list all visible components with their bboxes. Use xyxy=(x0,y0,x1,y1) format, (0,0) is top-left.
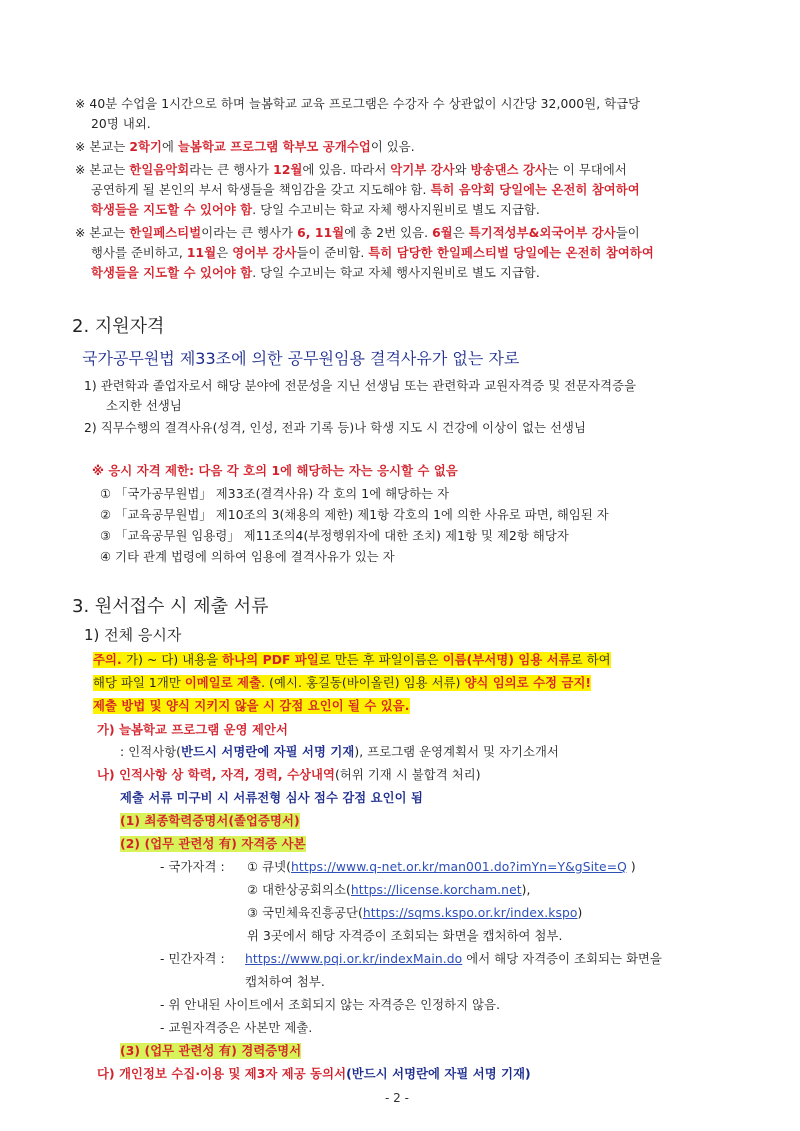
text-segment: 반드시 서명란에 자필 서명 기재 xyxy=(181,745,355,759)
national-label: - 국가자격 : xyxy=(160,860,225,874)
section-2-item-1-line-1 xyxy=(84,378,636,394)
notice-line-2 xyxy=(93,675,591,691)
page-number: - 2 - xyxy=(385,1091,409,1105)
note-3-line-2 xyxy=(91,182,640,198)
section-2-title: 2. 지원자격 xyxy=(72,316,165,337)
item-na-title xyxy=(97,767,481,783)
section-3-title: 3. 원서접수 시 제출 서류 xyxy=(72,596,269,617)
korcham-link[interactable]: https://license.korcham.net xyxy=(350,883,522,897)
private-label: - 민간자격 : xyxy=(160,952,225,966)
text-segment: 은 xyxy=(452,226,469,240)
text-segment: 가) ~ 다) 내용을 xyxy=(126,653,223,667)
text-segment: 로 만든 후 파일이름은 xyxy=(318,653,443,667)
text-segment: : 인적사항( xyxy=(120,745,182,759)
text-segment: ※ 40분 수업을 1시간으로 하며 늘봄학교 교육 프로그램은 수강자 수 상관없이 시간당 32,000원, 학급당 xyxy=(75,97,641,111)
note-4-line-3 xyxy=(91,265,540,281)
text-segment: 2학기 xyxy=(129,140,162,154)
sub-item-2: (2) (업무 관련성 有) 자격증 사본 xyxy=(120,837,306,851)
pqi-link[interactable]: https://www.pqi.or.kr/indexMain.do xyxy=(245,952,463,966)
sub-item-1: (1) 최종학력증명서(졸업증명서) xyxy=(120,814,300,828)
section-2-subtitle: 국가공무원법 제33조에 의한 공무원임용 결격사유가 없는 자로 xyxy=(82,349,520,368)
item-ga-title: 가) 늘봄학교 프로그램 운영 제안서 xyxy=(97,723,288,737)
section-3-subtitle: 1) 전체 응시자 xyxy=(84,626,182,644)
national-link-1-row xyxy=(247,859,636,875)
sub-item-3: (3) (업무 관련성 有) 경력증명서 xyxy=(120,1044,302,1058)
text-segment: 이라는 큰 행사가 xyxy=(201,226,298,240)
text-segment: 6, 11월 xyxy=(297,226,345,240)
text-segment: ※ 본교는 xyxy=(75,226,130,240)
national-link-2-pre: ② 대한상공회의소( xyxy=(247,883,351,897)
text-segment: 로 하여 xyxy=(570,653,611,667)
national-link-2-row xyxy=(247,882,531,898)
text-segment: 공연하게 될 본인의 부서 학생들을 책임감을 갖고 지도해야 함. xyxy=(91,183,431,197)
restriction-item-2: ② 「교육공무원법」 제10조의 3(채용의 제한) 제1항 각호의 1에 의한 사유로 파면, 해임된 자 xyxy=(100,508,609,522)
text-segment: 한일페스티벌 xyxy=(129,226,202,240)
text-segment: 6월 xyxy=(432,226,453,240)
text-segment: 행사를 준비하고, xyxy=(91,246,187,260)
text-segment: 나) 인적사항 상 학력, 자격, 경력, 수상내역 xyxy=(97,768,335,782)
text-segment: 들이 xyxy=(615,226,640,240)
text-segment: 은 xyxy=(216,246,233,260)
text-segment: (허위 기재 시 불합격 처리) xyxy=(334,768,481,782)
text-segment: 한일음악회 xyxy=(129,163,190,177)
text-segment: 학생들을 지도할 수 있어야 함 xyxy=(91,203,253,217)
text-segment: 이 있음. xyxy=(370,140,415,154)
text-segment: 20명 내외. xyxy=(91,117,151,131)
restriction-item-3: ③ 「교육공무원 임용령」 제11조의4(부정행위자에 대한 조치) 제1항 및 제2항 해당자 xyxy=(100,529,569,543)
text-segment: 학생들을 지도할 수 있어야 함 xyxy=(91,266,253,280)
text-segment: 특히 음악회 당일에는 온전히 참여하여 xyxy=(430,183,640,197)
kspo-link[interactable]: https://sqms.kspo.or.kr/index.kspo xyxy=(362,906,578,920)
private-note: 캡처하여 첨부. xyxy=(245,975,325,989)
text-segment: 제출 방법 및 양식 지키지 않을 시 감점 요인이 될 수 있음. xyxy=(93,699,410,713)
text-segment: . 당일 수고비는 학교 자체 행사지원비로 별도 지급함. xyxy=(252,203,540,217)
national-link-3-pre: ③ 국민체육진흥공단( xyxy=(247,906,363,920)
text-segment: 이름(부서명) 임용 서류 xyxy=(442,653,571,667)
note-3-line-1 xyxy=(75,162,627,178)
text-segment: ), 프로그램 운영계획서 및 자기소개서 xyxy=(354,745,559,759)
text-segment: 12월 xyxy=(273,163,303,177)
text-segment: 라는 큰 행사가 xyxy=(189,163,274,177)
section-2-item-1-line-2 xyxy=(106,398,182,414)
text-segment: . 당일 수고비는 학교 자체 행사지원비로 별도 지급함. xyxy=(252,266,540,280)
note-2-line-1 xyxy=(75,139,415,155)
text-segment: 하나의 PDF 파일 xyxy=(222,653,319,667)
text-segment: ※ 본교는 xyxy=(75,163,130,177)
private-row xyxy=(245,951,662,967)
text-segment: 특히 담당한 한일페스티벌 당일에는 온전히 참여하여 xyxy=(368,246,654,260)
restriction-item-1: ① 「국가공무원법」 제33조(결격사유) 각 호의 1에 해당하는 자 xyxy=(100,487,450,501)
text-segment: 해당 파일 1개만 xyxy=(93,676,185,690)
text-segment: 영어부 강사 xyxy=(232,246,297,260)
text-segment: 악기부 강사 xyxy=(390,163,455,177)
text-segment: 다) 개인정보 수집·이용 및 제3자 제공 동의서 xyxy=(97,1067,347,1081)
restriction-title: ※ 응시 자격 제한: 다음 각 호의 1에 해당하는 자는 응시할 수 없음 xyxy=(92,464,458,478)
national-link-3-post: ) xyxy=(577,906,583,920)
qnet-link[interactable]: https://www.q-net.or.kr/man001.do?imYn=Y&gSite=Q xyxy=(291,860,627,874)
text-segment: 이메일로 제출 xyxy=(184,676,262,690)
text-segment: 소지한 선생님 xyxy=(106,399,182,413)
text-segment: 에 xyxy=(161,140,178,154)
national-link-2-post: ), xyxy=(521,883,531,897)
notice-line-1 xyxy=(93,652,611,668)
bullet-1: - 위 안내된 사이트에서 조회되지 않는 자격증은 인정하지 않음. xyxy=(160,998,501,1012)
text-segment: (반드시 서명란에 자필 서명 기재) xyxy=(346,1067,531,1081)
text-segment: 2) 직무수행의 결격사유(성격, 인성, 전과 기록 등)나 학생 지도 시 건강에 이상이 없는 선생님 xyxy=(84,421,587,435)
text-segment: 주의. xyxy=(93,653,127,667)
text-segment: ※ 본교는 xyxy=(75,140,130,154)
text-segment: 들이 준비함. xyxy=(296,246,369,260)
national-link-3-row xyxy=(247,905,582,921)
note-3-line-3 xyxy=(91,202,540,218)
national-note: 위 3곳에서 해당 자격증이 조회되는 화면을 캡처하여 첨부. xyxy=(247,929,563,943)
bullet-2: - 교원자격증은 사본만 제출. xyxy=(160,1021,313,1035)
text-segment: 양식 임의로 수정 금지! xyxy=(464,676,592,690)
text-segment: . (예시. 홍길동(바이올린) 임용 서류) xyxy=(261,676,465,690)
text-segment: 1) 관련학과 졸업자로서 해당 분야에 전문성을 지닌 선생님 또는 관련학과 교원자격증 및 전문자격증을 xyxy=(84,379,637,393)
text-segment: 에 있음. 따라서 xyxy=(302,163,391,177)
restriction-item-4: ④ 기타 관계 법령에 의하여 임용에 결격사유가 있는 자 xyxy=(100,550,395,564)
note-1-line-2 xyxy=(91,116,151,132)
text-segment: 는 이 무대에서 xyxy=(546,163,627,177)
note-1-line-1 xyxy=(75,96,640,112)
private-post: 에서 해당 자격증이 조회되는 화면을 xyxy=(462,952,663,966)
national-link-1-pre: ① 큐넷( xyxy=(247,860,291,874)
section-2-item-2-line-1 xyxy=(84,420,586,436)
item-ga-detail xyxy=(120,744,559,760)
notice-line-3 xyxy=(93,698,410,714)
text-segment: 와 xyxy=(454,163,471,177)
note-4-line-2 xyxy=(91,245,654,261)
text-segment: 방송댄스 강사 xyxy=(470,163,547,177)
national-link-1-post: ) xyxy=(626,860,636,874)
text-segment: 특기적성부&외국어부 강사 xyxy=(468,226,616,240)
note-4-line-1 xyxy=(75,225,640,241)
text-segment: 11월 xyxy=(186,246,217,260)
text-segment: 에 총 2번 있음. xyxy=(344,226,433,240)
item-da-title xyxy=(97,1066,531,1082)
item-na-note: 제출 서류 미구비 시 서류전형 심사 점수 감점 요인이 됨 xyxy=(120,791,423,805)
text-segment: 늘봄학교 프로그램 학부모 공개수업 xyxy=(177,140,371,154)
